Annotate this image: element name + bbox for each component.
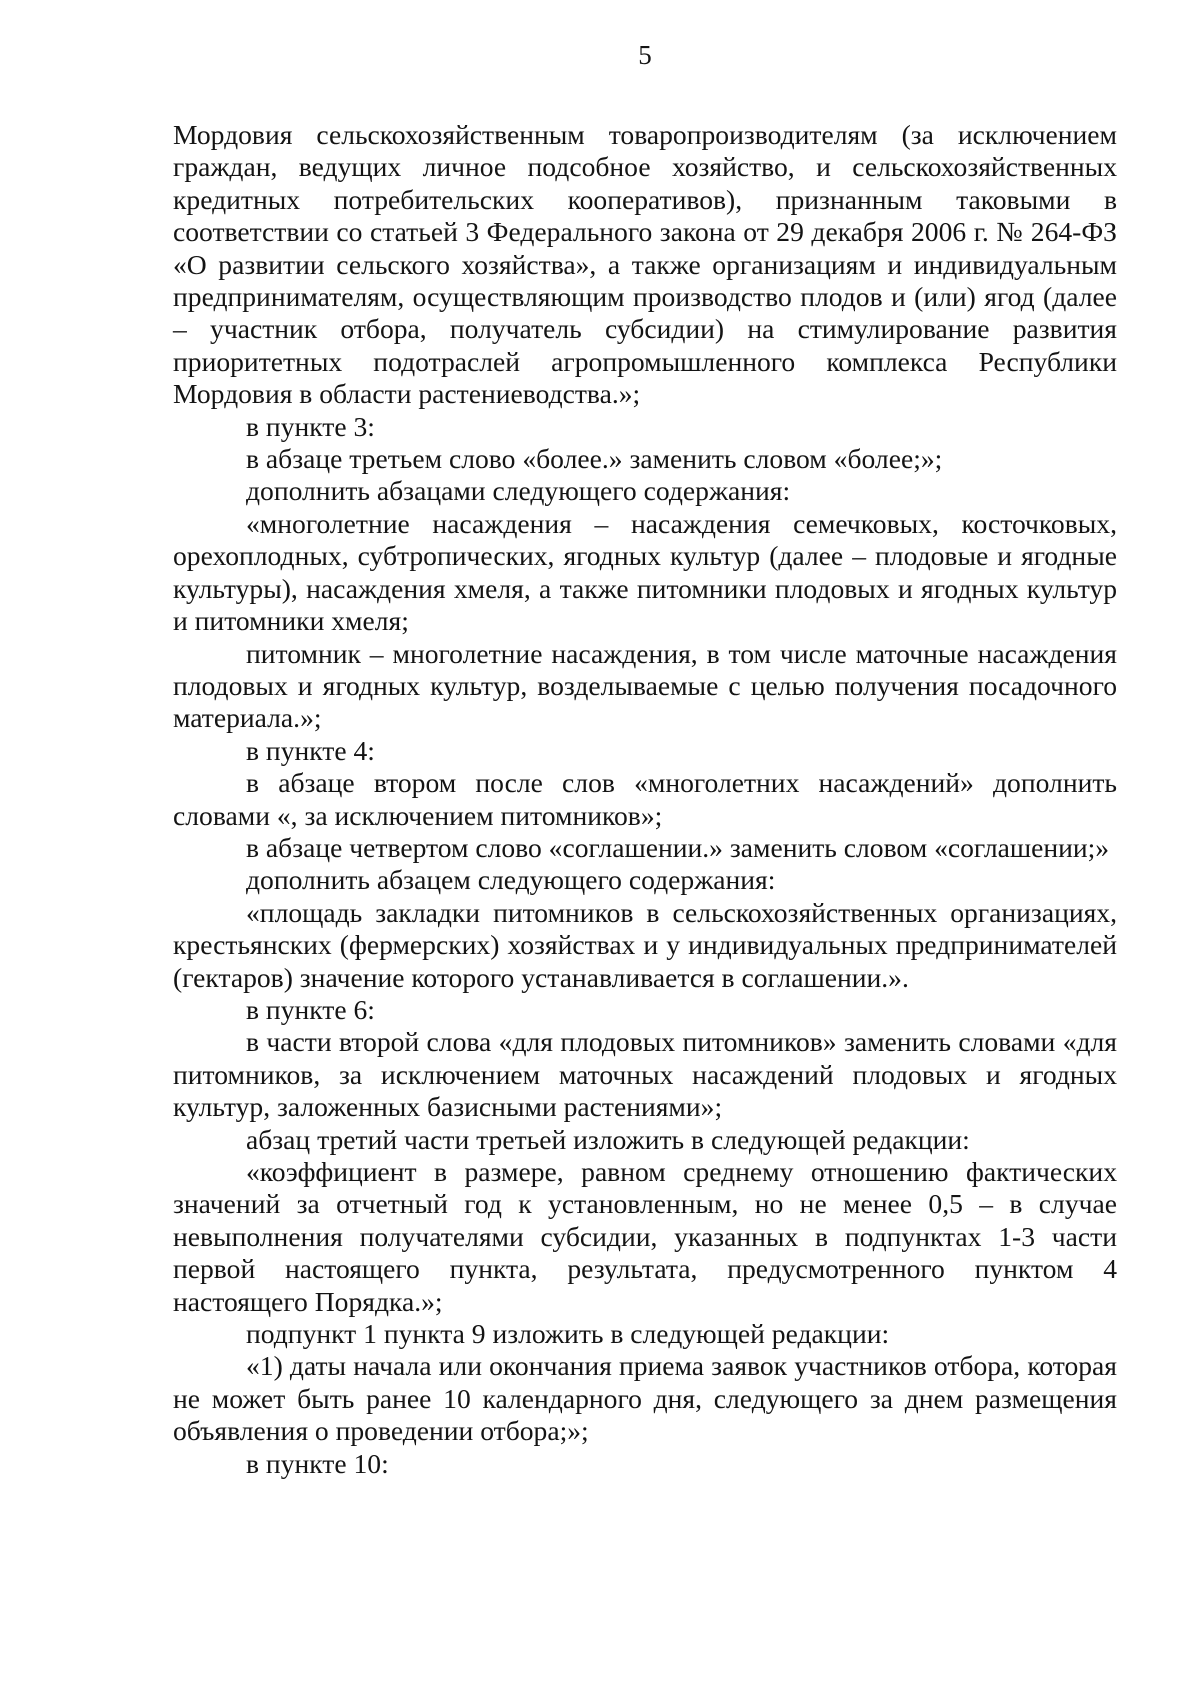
paragraph-point-6-part-2: в части второй слова «для плодовых питомников» заменить словами «для питомников, за исключением маточных насаждений плодовых и ягодных культур, заложенных базисными растениями»; bbox=[173, 1026, 1117, 1123]
paragraph-point-4-paragraph-4: в абзаце четвертом слово «соглашении.» заменить словом «соглашении;» bbox=[246, 831, 1110, 863]
paragraph-point-4-heading: в пункте 4: bbox=[246, 734, 375, 766]
paragraph-point-4-add: дополнить абзацем следующего содержания: bbox=[246, 864, 776, 896]
paragraph-application-dates: «1) даты начала или окончания приема заявок участников отбора, которая не может быть ранее 10 календарного дня, следующего за днем размещения объявления о проведении отбора;»; bbox=[173, 1350, 1117, 1447]
paragraph-point-6-part-3: абзац третий части третьей изложить в следующей редакции: bbox=[246, 1123, 970, 1155]
paragraph-continuation: Мордовия сельскохозяйственным товаропроизводителям (за исключением граждан, ведущих личное подсобное хозяйство, и сельскохозяйственных кредитных потребительских кооперативов), признанным таковыми в соответствии со статьей 3 Федерального закона от 29 декабря 2006 г. № 264-ФЗ «О развитии сельского хозяйства», а также организациям и индивидуальным предпринимателям, осуществляющим производство плодов и (или) ягод (далее – участник отбора, получатель субсидии) на стимулирование развития приоритетных подотраслей агропромышленного комплекса Республики Мордовия в области растениеводства.»; bbox=[173, 119, 1117, 410]
paragraph-point-3-add: дополнить абзацами следующего содержания: bbox=[246, 475, 791, 507]
paragraph-point-9: подпункт 1 пункта 9 изложить в следующей редакции: bbox=[246, 1318, 890, 1350]
paragraph-nursery-area: «площадь закладки питомников в сельскохозяйственных организациях, крестьянских (фермерских) хозяйствах и у индивидуальных предпринимателей (гектаров) значение которого устанавливается в соглашении.». bbox=[173, 896, 1117, 993]
paragraph-point-4-paragraph-2: в абзаце втором после слов «многолетних насаждений» дополнить словами «, за исключением питомников»; bbox=[173, 767, 1117, 831]
paragraph-perennial-plantings: «многолетние насаждения – насаждения семечковых, косточковых, орехоплодных, субтропических, ягодных культур (далее – плодовые и ягодные культуры), насаждения хмеля, а также питомники плодовых и ягодных культур и питомники хмеля; bbox=[173, 507, 1117, 637]
document-body bbox=[173, 119, 1117, 1480]
paragraph-nursery-definition: питомник – многолетние насаждения, в том числе маточные насаждения плодовых и ягодных культур, возделываемые с целью получения посадочного материала.»; bbox=[173, 637, 1117, 734]
paragraph-point-3-heading: в пункте 3: bbox=[246, 410, 375, 442]
paragraph-coefficient: «коэффициент в размере, равном среднему отношению фактических значений за отчетный год к установленным, но не менее 0,5 – в случае невыполнения получателями субсидии, указанных в подпунктах 1-3 части первой настоящего пункта, результата, предусмотренного пунктом 4 настоящего Порядка.»; bbox=[173, 1156, 1117, 1317]
paragraph-point-3-paragraph-3: в абзаце третьем слово «более.» заменить словом «более;»; bbox=[246, 443, 943, 475]
page-number: 5 bbox=[638, 40, 652, 70]
paragraph-point-6-heading: в пункте 6: bbox=[246, 993, 375, 1025]
paragraph-point-10-heading: в пункте 10: bbox=[246, 1447, 389, 1479]
